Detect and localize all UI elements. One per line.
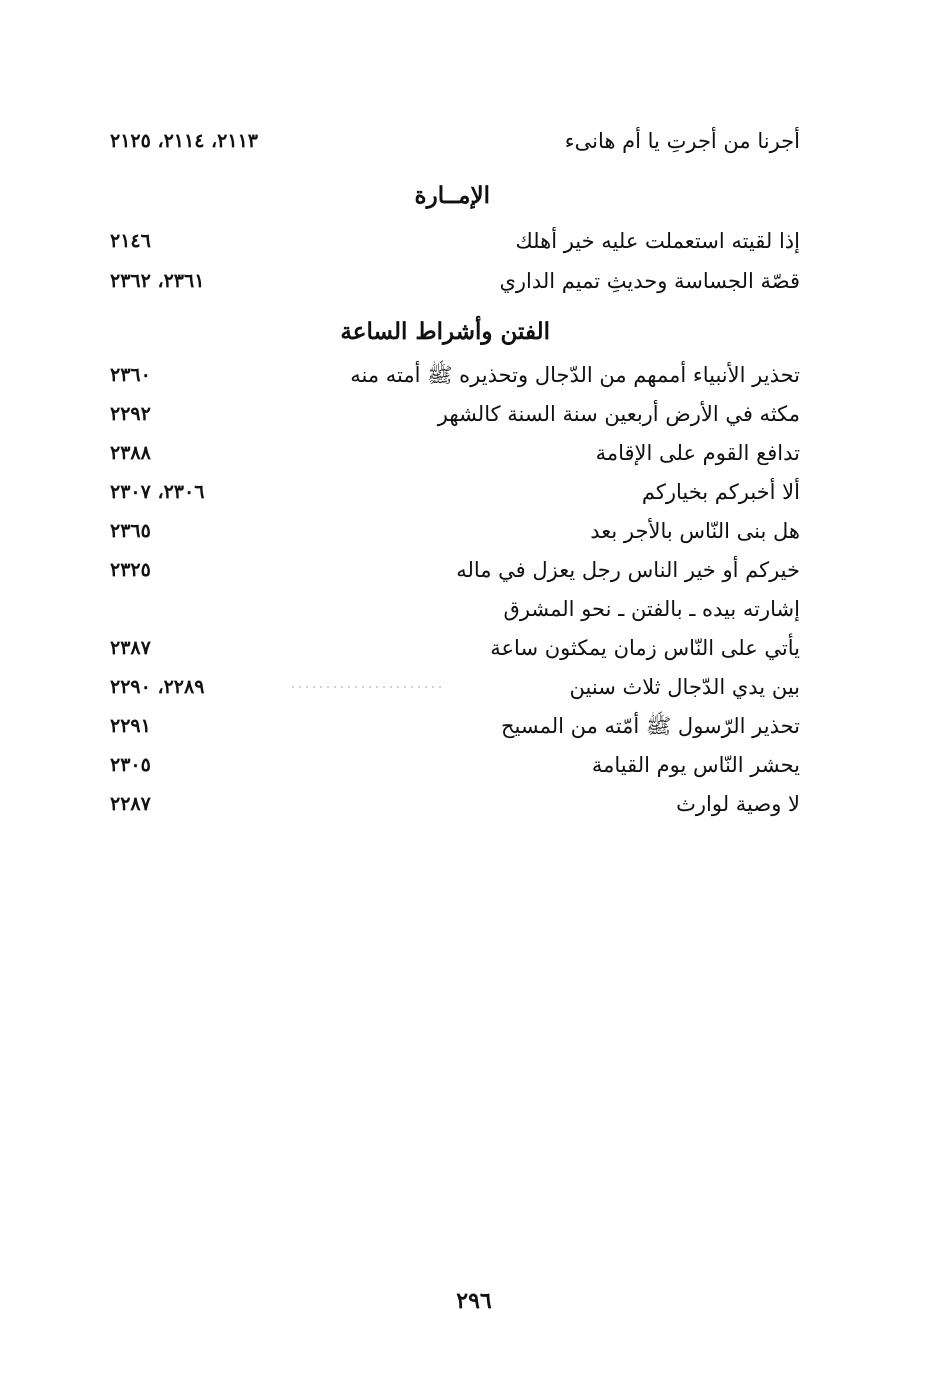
entry-refs: ٢٣٠٥ <box>110 754 151 776</box>
index-entry <box>110 748 800 782</box>
entry-text: قصّة الجساسة وحديثِ تميم الداري <box>499 269 800 293</box>
index-entry <box>110 592 800 626</box>
entry-refs: ٢٣٦٥ <box>110 520 151 542</box>
entry-refs: ٢٣٠٦، ٢٣٠٧ <box>110 481 205 503</box>
index-entry <box>110 436 800 470</box>
entry-text: أجرنا من أجرتِ يا أم هانىء <box>564 129 800 153</box>
page-number: ٢٩٦ <box>456 1288 492 1314</box>
entry-text: ألا أخبركم بخياركم <box>641 480 800 504</box>
entry-text: لا وصية لوارث <box>676 792 800 816</box>
section-heading-fitan: الفتن وأشراط الساعة <box>340 318 550 345</box>
entry-text: تدافع القوم على الإقامة <box>595 441 800 465</box>
index-entry <box>110 709 800 743</box>
entry-text: بين يدي الدّجال ثلاث سنين <box>569 675 800 699</box>
index-entry <box>110 670 800 704</box>
entry-text: إشارته بيده ـ بالفتن ـ نحو المشرق <box>503 597 800 621</box>
entry-text: مكثه في الأرض أربعين سنة السنة كالشهر <box>437 402 800 426</box>
index-entry <box>110 514 800 548</box>
scan-artifact <box>292 686 442 688</box>
entry-text: خيركم أو خير الناس رجل يعزل في ماله <box>456 558 800 582</box>
entry-refs: ٢٢٨٩، ٢٢٩٠ <box>110 676 205 698</box>
entry-refs: ٢٢٩١ <box>110 715 151 737</box>
entry-text: تحذير الأنبياء أممهم من الدّجال وتحذيره ﷺ أمته منه <box>350 363 800 387</box>
entry-refs: ٢٢٩٢ <box>110 403 151 425</box>
entry-refs: ٢٢٨٧ <box>110 793 151 815</box>
entry-text: إذا لقيته استعملت عليه خير أهلك <box>515 229 800 253</box>
index-entry <box>110 397 800 431</box>
index-entry <box>110 553 800 587</box>
entry-text: يحشر النّاس يوم القيامة <box>591 753 800 777</box>
index-entry <box>110 475 800 509</box>
entry-refs: ٢١٤٦ <box>110 230 151 252</box>
entry-text: يأتي على النّاس زمان يمكثون ساعة <box>490 636 800 660</box>
entry-refs: ٢٣٦٠ <box>110 364 151 386</box>
index-entry <box>110 124 800 158</box>
index-entry <box>110 264 800 298</box>
index-entry <box>110 358 800 392</box>
entry-refs: ٢١١٣، ٢١١٤، ٢١٢٥ <box>110 130 258 152</box>
entry-refs: ٢٣٢٥ <box>110 559 151 581</box>
entry-refs: ٢٣٨٨ <box>110 442 151 464</box>
entry-refs: ٢٣٦١، ٢٣٦٢ <box>110 270 205 292</box>
entry-text: تحذير الرّسول ﷺ أمّته من المسيح <box>500 714 800 738</box>
entry-refs: ٢٣٨٧ <box>110 637 151 659</box>
entry-text: هل بنى النّاس بالأجر بعد <box>590 519 800 543</box>
index-entry <box>110 787 800 821</box>
index-entry <box>110 224 800 258</box>
section-heading-imara: الإمــارة <box>414 182 490 209</box>
index-entry <box>110 631 800 665</box>
